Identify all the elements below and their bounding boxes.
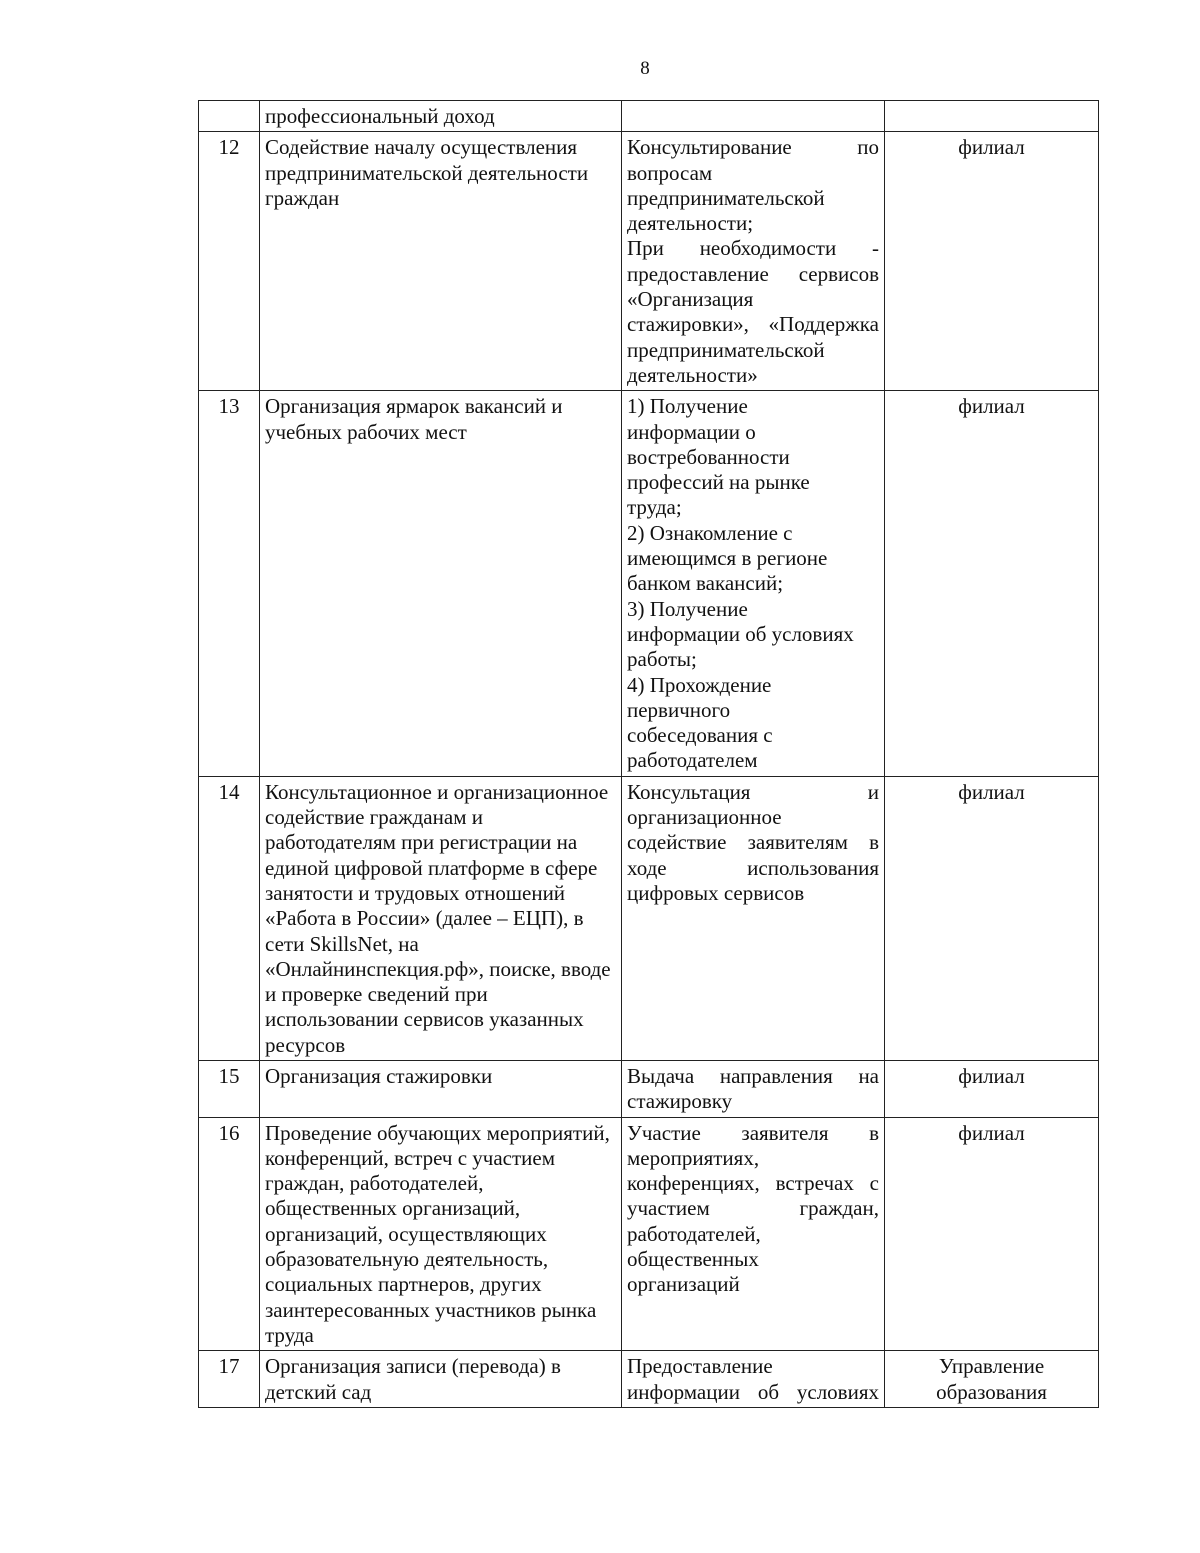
action-line: работы; <box>627 647 697 672</box>
table-row <box>199 101 1099 132</box>
row-number-cell: 12 <box>199 132 260 391</box>
table-row <box>199 776 1099 1060</box>
service-name-cell: Организация ярмарок вакансий и учебных рабочих мест <box>260 391 622 776</box>
service-name-cell: Консультационное и организационное содействие гражданам и работодателям при регистрации на единой цифровой платформе в сфере занятости и трудовых отношений «Работа в России» (далее – ЕЦП), в сети SkillsNet, на «Онлайнинспекция.рф», поиске, вводе и проверке сведений при использовании сервисов указанных ресурсов <box>260 776 622 1060</box>
action-cell <box>622 101 885 132</box>
responsible-cell: филиал <box>885 132 1099 391</box>
action-line: информации об условиях <box>627 621 854 646</box>
row-number-cell: 16 <box>199 1117 260 1351</box>
action-cell <box>622 391 885 776</box>
table-row <box>199 1117 1099 1351</box>
service-name-cell: профессиональный доход <box>260 101 622 132</box>
table-row <box>199 1351 1099 1408</box>
service-name-cell: Содействие началу осуществления предпринимательской деятельности граждан <box>260 132 622 391</box>
action-line: «Организация <box>627 287 754 312</box>
service-name-cell: Организация записи (перевода) в детский сад <box>260 1351 622 1408</box>
responsible-cell: филиал <box>885 1060 1099 1117</box>
services-table-body <box>199 101 1099 1408</box>
responsible-cell: Управление образования <box>885 1351 1099 1408</box>
table-row <box>199 132 1099 391</box>
row-number-cell: 14 <box>199 776 260 1060</box>
action-line: вопросам <box>627 160 713 185</box>
action-line: Предоставление <box>627 1354 773 1379</box>
action-line: мероприятиях, <box>627 1145 760 1170</box>
action-line: предоставление сервисов <box>627 261 879 286</box>
action-line: Консультация и <box>627 779 879 804</box>
page-number: 8 <box>640 58 650 79</box>
action-line: банком вакансий; <box>627 571 784 596</box>
action-line: востребованности <box>627 444 790 469</box>
action-cell <box>622 1351 885 1408</box>
table-row <box>199 1060 1099 1117</box>
service-name-cell: Организация стажировки <box>260 1060 622 1117</box>
action-line: первичного <box>627 697 731 722</box>
action-line: организационное <box>627 805 782 830</box>
services-table <box>198 100 1099 1408</box>
action-line: Выдача направления на <box>627 1063 879 1088</box>
action-line: конференциях, встречах с <box>627 1171 879 1196</box>
action-line: собеседования с <box>627 723 773 748</box>
action-line: общественных <box>627 1247 759 1272</box>
action-cell <box>622 1060 885 1117</box>
action-line: При необходимости - <box>627 236 879 261</box>
action-line: профессий на рынке <box>627 470 810 495</box>
action-line: работодателем <box>627 748 758 773</box>
action-line: имеющимся в регионе <box>627 546 828 571</box>
action-line: деятельности» <box>627 362 758 387</box>
action-line: работодателей, <box>627 1221 761 1246</box>
responsible-cell: филиал <box>885 776 1099 1060</box>
action-cell <box>622 132 885 391</box>
action-line: 3) Получение <box>627 596 748 621</box>
action-line: содействие заявителям в <box>627 830 879 855</box>
action-line: предпринимательской <box>627 337 825 362</box>
responsible-cell <box>885 101 1099 132</box>
action-cell <box>622 1117 885 1351</box>
action-line: 2) Ознакомление с <box>627 520 793 545</box>
action-line: организаций <box>627 1272 740 1297</box>
responsible-cell: филиал <box>885 1117 1099 1351</box>
action-line: ходе использования <box>627 855 879 880</box>
row-number-cell: 15 <box>199 1060 260 1117</box>
action-line: труда; <box>627 495 682 520</box>
service-name-cell: Проведение обучающих мероприятий, конференций, встреч с участием граждан, работодателей, общественных организаций, организаций, осуществляющих образовательную деятельность, социальных партнеров, других заинтересованных участников рынка труда <box>260 1117 622 1351</box>
action-line: 4) Прохождение <box>627 672 772 697</box>
action-line: 1) Получение <box>627 394 748 419</box>
row-number-cell: 13 <box>199 391 260 776</box>
action-line: Участие заявителя в <box>627 1120 879 1145</box>
action-cell <box>622 776 885 1060</box>
action-line: стажировку <box>627 1089 733 1114</box>
row-number-cell <box>199 101 260 132</box>
row-number-cell: 17 <box>199 1351 260 1408</box>
action-line: информации о <box>627 419 756 444</box>
action-line: цифровых сервисов <box>627 880 805 905</box>
responsible-cell: филиал <box>885 391 1099 776</box>
action-line: участием граждан, <box>627 1196 879 1221</box>
action-line: Консультирование по <box>627 135 879 160</box>
action-line: стажировки», «Поддержка <box>627 312 879 337</box>
table-row <box>199 391 1099 776</box>
action-line: деятельности; <box>627 211 754 236</box>
action-line: информации об условиях <box>627 1379 879 1404</box>
action-line: предпринимательской <box>627 185 825 210</box>
